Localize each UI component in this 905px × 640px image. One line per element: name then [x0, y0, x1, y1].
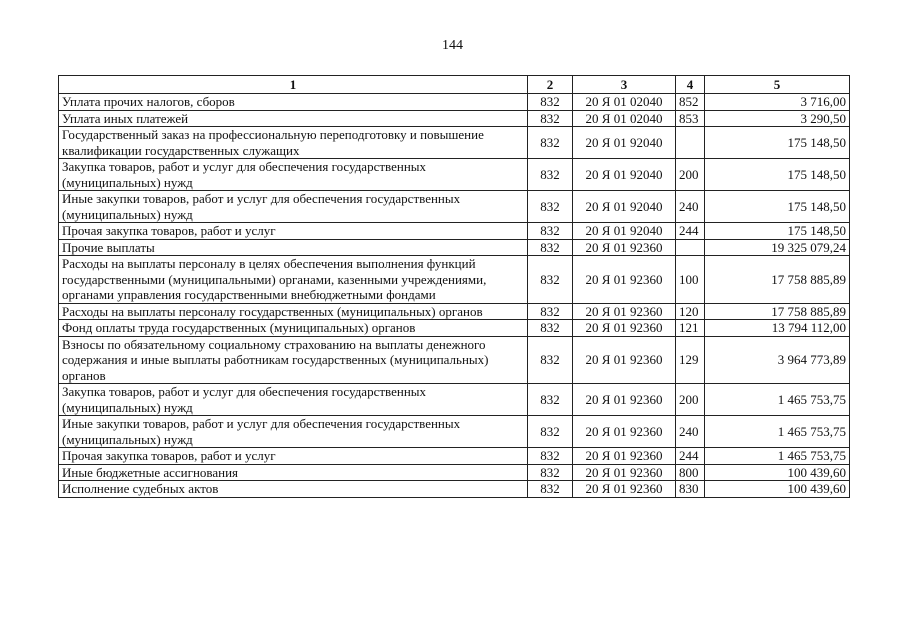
row-target-article-cell: 20 Я 01 92360	[573, 416, 676, 448]
row-amount-cell: 1 465 753,75	[705, 448, 850, 465]
column-header-4: 4	[676, 76, 705, 94]
row-expense-type-cell: 800	[676, 464, 705, 481]
row-admin-code-cell: 832	[528, 239, 573, 256]
row-admin-code-cell: 832	[528, 94, 573, 111]
row-amount-cell: 175 148,50	[705, 223, 850, 240]
row-expense-type-cell: 120	[676, 303, 705, 320]
row-target-article-cell: 20 Я 01 92360	[573, 256, 676, 304]
row-expense-type-cell: 121	[676, 320, 705, 337]
row-name-cell: Уплата прочих налогов, сборов	[59, 94, 528, 111]
row-admin-code-cell: 832	[528, 256, 573, 304]
row-name-cell: Закупка товаров, работ и услуг для обеспечения государственных (муниципальных) нужд	[59, 159, 528, 191]
row-admin-code-cell: 832	[528, 303, 573, 320]
table-header-row	[59, 76, 850, 94]
row-admin-code-cell: 832	[528, 223, 573, 240]
table-row	[59, 256, 850, 304]
table-row	[59, 110, 850, 127]
row-name-cell: Государственный заказ на профессиональную переподготовку и повышение квалификации государственных служащих	[59, 127, 528, 159]
row-expense-type-cell: 129	[676, 336, 705, 384]
row-target-article-cell: 20 Я 01 92360	[573, 448, 676, 465]
row-admin-code-cell: 832	[528, 384, 573, 416]
row-amount-cell: 175 148,50	[705, 159, 850, 191]
row-target-article-cell: 20 Я 01 92040	[573, 191, 676, 223]
row-name-cell: Уплата иных платежей	[59, 110, 528, 127]
row-name-cell: Иные закупки товаров, работ и услуг для обеспечения государственных (муниципальных) нужд	[59, 416, 528, 448]
table-row	[59, 336, 850, 384]
row-target-article-cell: 20 Я 01 02040	[573, 94, 676, 111]
row-amount-cell: 175 148,50	[705, 127, 850, 159]
row-amount-cell: 19 325 079,24	[705, 239, 850, 256]
row-name-cell: Прочие выплаты	[59, 239, 528, 256]
row-expense-type-cell: 100	[676, 256, 705, 304]
table-row	[59, 448, 850, 465]
row-admin-code-cell: 832	[528, 110, 573, 127]
row-expense-type-cell: 244	[676, 223, 705, 240]
row-amount-cell: 175 148,50	[705, 191, 850, 223]
row-target-article-cell: 20 Я 01 92360	[573, 239, 676, 256]
row-target-article-cell: 20 Я 01 92360	[573, 384, 676, 416]
column-header-1: 1	[59, 76, 528, 94]
table-row	[59, 416, 850, 448]
table-row	[59, 191, 850, 223]
row-amount-cell: 17 758 885,89	[705, 303, 850, 320]
row-amount-cell: 1 465 753,75	[705, 416, 850, 448]
row-amount-cell: 13 794 112,00	[705, 320, 850, 337]
table-row	[59, 320, 850, 337]
row-target-article-cell: 20 Я 01 92040	[573, 159, 676, 191]
row-admin-code-cell: 832	[528, 191, 573, 223]
row-amount-cell: 3 964 773,89	[705, 336, 850, 384]
table-row	[59, 384, 850, 416]
table-row	[59, 303, 850, 320]
row-expense-type-cell	[676, 239, 705, 256]
row-target-article-cell: 20 Я 01 92360	[573, 464, 676, 481]
row-name-cell: Иные бюджетные ассигнования	[59, 464, 528, 481]
row-target-article-cell: 20 Я 01 92360	[573, 336, 676, 384]
table-row	[59, 223, 850, 240]
row-admin-code-cell: 832	[528, 416, 573, 448]
row-admin-code-cell: 832	[528, 464, 573, 481]
row-admin-code-cell: 832	[528, 481, 573, 498]
row-name-cell: Расходы на выплаты персоналу в целях обеспечения выполнения функций государственными (муниципальными) органами, казенными учреждениями, органами управления государственными внебюджетными фондами	[59, 256, 528, 304]
row-admin-code-cell: 832	[528, 336, 573, 384]
row-target-article-cell: 20 Я 01 92360	[573, 481, 676, 498]
row-expense-type-cell	[676, 127, 705, 159]
row-expense-type-cell: 852	[676, 94, 705, 111]
row-expense-type-cell: 830	[676, 481, 705, 498]
row-target-article-cell: 20 Я 01 92360	[573, 320, 676, 337]
table-body	[59, 94, 850, 498]
row-amount-cell: 17 758 885,89	[705, 256, 850, 304]
row-expense-type-cell: 244	[676, 448, 705, 465]
row-amount-cell: 1 465 753,75	[705, 384, 850, 416]
table-row	[59, 127, 850, 159]
budget-table	[58, 75, 850, 498]
row-amount-cell: 100 439,60	[705, 481, 850, 498]
row-name-cell: Исполнение судебных актов	[59, 481, 528, 498]
row-name-cell: Прочая закупка товаров, работ и услуг	[59, 448, 528, 465]
row-expense-type-cell: 200	[676, 384, 705, 416]
table-row	[59, 159, 850, 191]
row-admin-code-cell: 832	[528, 448, 573, 465]
row-amount-cell: 100 439,60	[705, 464, 850, 481]
row-target-article-cell: 20 Я 01 92040	[573, 127, 676, 159]
row-expense-type-cell: 200	[676, 159, 705, 191]
column-header-5: 5	[705, 76, 850, 94]
table-row	[59, 94, 850, 111]
row-amount-cell: 3 290,50	[705, 110, 850, 127]
row-target-article-cell: 20 Я 01 02040	[573, 110, 676, 127]
row-amount-cell: 3 716,00	[705, 94, 850, 111]
row-target-article-cell: 20 Я 01 92360	[573, 303, 676, 320]
column-header-2: 2	[528, 76, 573, 94]
column-header-3: 3	[573, 76, 676, 94]
table-row	[59, 239, 850, 256]
row-name-cell: Закупка товаров, работ и услуг для обеспечения государственных (муниципальных) нужд	[59, 384, 528, 416]
row-expense-type-cell: 240	[676, 416, 705, 448]
page-number: 144	[442, 38, 463, 53]
row-name-cell: Расходы на выплаты персоналу государственных (муниципальных) органов	[59, 303, 528, 320]
row-expense-type-cell: 240	[676, 191, 705, 223]
row-name-cell: Фонд оплаты труда государственных (муниципальных) органов	[59, 320, 528, 337]
row-admin-code-cell: 832	[528, 320, 573, 337]
row-expense-type-cell: 853	[676, 110, 705, 127]
row-name-cell: Прочая закупка товаров, работ и услуг	[59, 223, 528, 240]
table-row	[59, 464, 850, 481]
row-admin-code-cell: 832	[528, 159, 573, 191]
table-row	[59, 481, 850, 498]
row-admin-code-cell: 832	[528, 127, 573, 159]
row-name-cell: Иные закупки товаров, работ и услуг для обеспечения государственных (муниципальных) нужд	[59, 191, 528, 223]
row-name-cell: Взносы по обязательному социальному страхованию на выплаты денежного содержания и иные выплаты работникам государственных (муниципальных) органов	[59, 336, 528, 384]
row-target-article-cell: 20 Я 01 92040	[573, 223, 676, 240]
